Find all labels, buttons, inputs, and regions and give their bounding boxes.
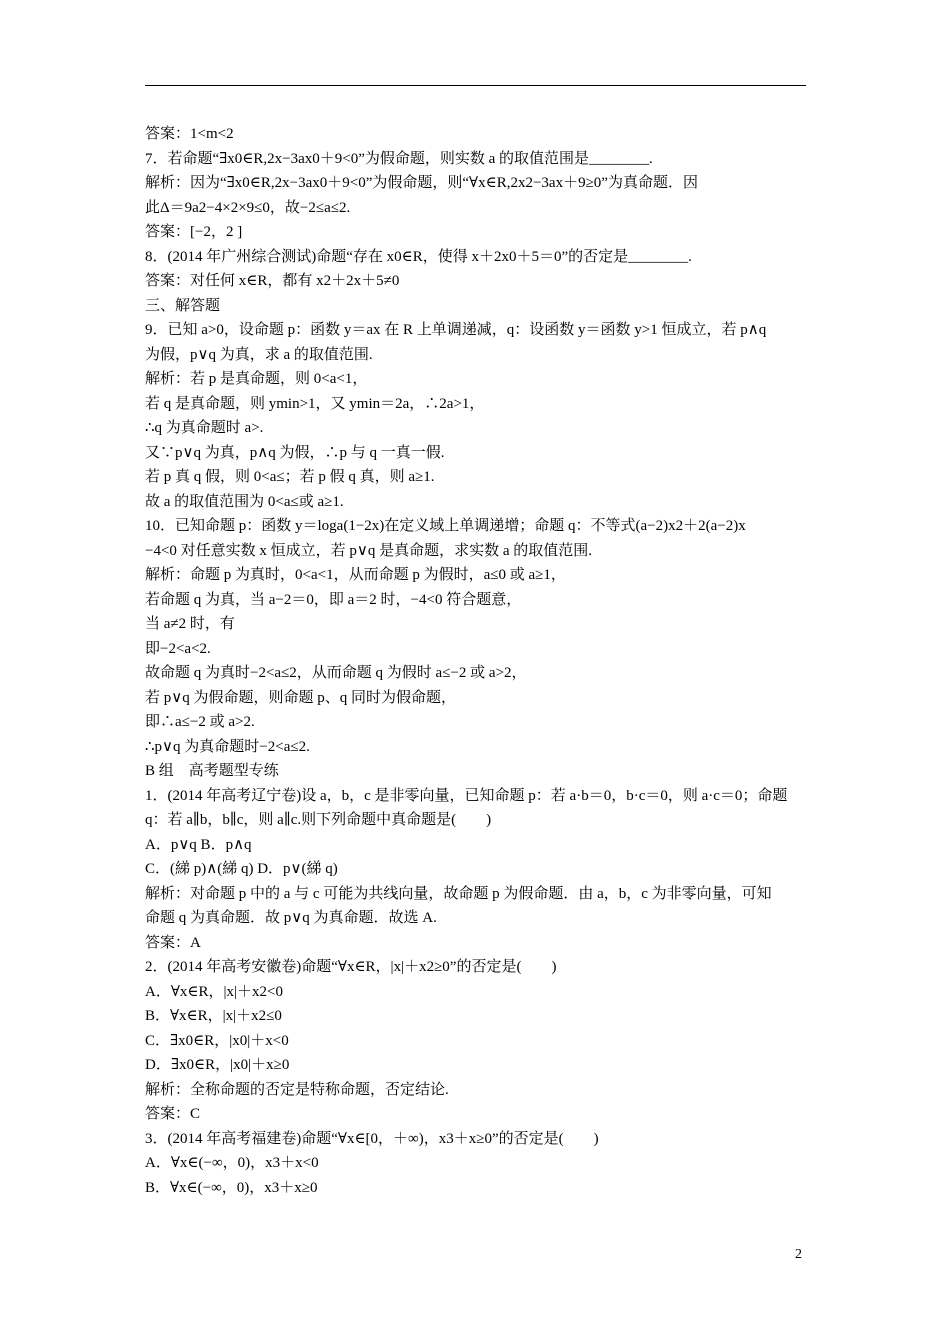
text-line: 9．已知 a>0，设命题 p：函数 y＝ax 在 R 上单调递减，q：设函数 y＝函数 y>1 恒成立，若 p∧q: [145, 322, 767, 338]
document-body: [145, 122, 810, 1200]
text-line: 解析：全称命题的否定是特称命题，否定结论.: [145, 1081, 449, 1098]
text-line: 为假，p∨q 为真，求 a 的取值范围.: [145, 346, 373, 363]
text-line: 答案：1<m<2: [145, 126, 234, 142]
text-line: 解析：若 p 是真命题，则 0<a<1，: [145, 371, 368, 387]
text-line: 3．(2014 年高考福建卷)命题“∀x∈[0，＋∞)，x3＋x≥0”的否定是( ): [145, 1130, 599, 1147]
text-line: C．(綈 p)∧(綈 q) D．p∨(綈 q): [145, 861, 338, 877]
text-line: C．∃x0∈R，|x0|＋x<0: [145, 1032, 289, 1049]
text-line: 此Δ＝9a2−4×2×9≤0，故−2≤a≤2.: [145, 199, 351, 216]
text-line: 故 a 的取值范围为 0<a≤或 a≥1.: [145, 493, 344, 510]
text-line: 答案：C: [145, 1106, 201, 1122]
text-line: B．∀x∈(−∞，0)，x3＋x≥0: [145, 1179, 318, 1196]
text-line: 2．(2014 年高考安徽卷)命题“∀x∈R，|x|＋x2≥0”的否定是( ): [145, 959, 557, 975]
text-line: −4<0 对任意实数 x 恒成立，若 p∨q 是真命题，求实数 a 的取值范围.: [145, 542, 593, 559]
text-line: 10．已知命题 p：函数 y＝loga(1−2x)在定义域上单调递增；命题 q：不等式(a−2)x2＋2(a−2)x: [145, 518, 746, 534]
text-line: 解析：对命题 p 中的 a 与 c 可能为共线向量，故命题 p 为假命题．由 a，b，c 为非零向量，可知: [145, 885, 772, 902]
text-line: 即−2<a<2.: [145, 640, 211, 657]
text-line: 解析：命题 p 为真时，0<a<1，从而命题 p 为假时，a≤0 或 a≥1，: [145, 567, 566, 583]
text-line: 若 p∨q 为假命题，则命题 p、q 同时为假命题，: [145, 689, 456, 706]
text-line: 解析：因为“∃x0∈R,2x−3ax0＋9<0”为假命题，则“∀x∈R,2x2−3ax＋9≥0”为真命题．因: [145, 175, 698, 191]
text-line: 若 p 真 q 假，则 0<a≤；若 p 假 q 真，则 a≥1.: [145, 469, 435, 485]
text-line: 若命题 q 为真，当 a−2＝0，即 a＝2 时，−4<0 符合题意，: [145, 591, 522, 608]
text-line: A．∀x∈R，|x|＋x2<0: [145, 983, 283, 1000]
text-line: A．∀x∈(−∞，0)，x3＋x<0: [145, 1155, 319, 1171]
text-line: 即∴a≤−2 或 a>2.: [145, 714, 255, 730]
section-heading: B 组 高考题型专练: [145, 763, 279, 779]
text-line: 答案：[−2，2 ]: [145, 224, 243, 240]
text-line: 当 a≠2 时，有: [145, 616, 235, 632]
text-line: 若 q 是真命题，则 ymin>1，又 ymin＝2a，∴2a>1，: [145, 395, 485, 412]
text-line: D．∃x0∈R，|x0|＋x≥0: [145, 1057, 290, 1073]
text-line: 答案：对任何 x∈R，都有 x2＋2x＋5≠0: [145, 273, 400, 289]
text-line: 故命题 q 为真时−2<a≤2，从而命题 q 为假时 a≤−2 或 a>2，: [145, 665, 527, 681]
text-line: ∴p∨q 为真命题时−2<a≤2.: [145, 738, 310, 755]
text-line: 1．(2014 年高考辽宁卷)设 a，b，c 是非零向量，已知命题 p：若 a·b＝0，b·c＝0，则 a·c＝0；命题: [145, 787, 788, 804]
text-line: q：若 a∥b，b∥c，则 a∥c.则下列命题中真命题是( ): [145, 812, 492, 828]
text-line: B．∀x∈R，|x|＋x2≤0: [145, 1008, 282, 1024]
text-line: ∴q 为真命题时 a>.: [145, 420, 264, 436]
section-heading: 三、解答题: [145, 297, 221, 314]
text-line: 命题 q 为真命题．故 p∨q 为真命题．故选 A.: [145, 910, 437, 926]
text-line: 8．(2014 年广州综合测试)命题“存在 x0∈R，使得 x＋2x0＋5＝0”的否定是________.: [145, 248, 692, 265]
page-number: 2: [795, 1247, 802, 1262]
text-line: 答案：A: [145, 934, 201, 951]
header-rule: [145, 85, 806, 86]
text-line: A．p∨q B．p∧q: [145, 836, 252, 853]
text-line: 7．若命题“∃x0∈R,2x−3ax0＋9<0”为假命题，则实数 a 的取值范围是________.: [145, 150, 653, 167]
text-line: 又∵p∨q 为真，p∧q 为假，∴p 与 q 一真一假.: [145, 444, 445, 461]
